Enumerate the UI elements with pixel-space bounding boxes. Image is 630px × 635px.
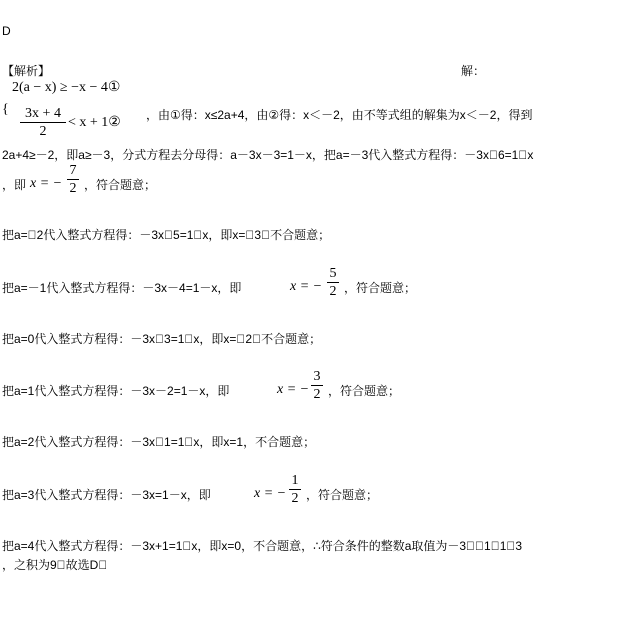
fraction-bar [327,282,339,283]
line-5-prefix: 把a=－1代入整式方程得：－3x－4=1－x，即 [2,281,242,295]
line-3-prefix: ，即 [2,178,27,192]
system-brace: { [2,102,9,117]
fraction-denominator: 2 [291,491,299,506]
fraction-denominator: 2 [329,284,337,299]
inequality-1: 2(a − x) ≥ −x − 4① [12,80,121,95]
line-9-prefix: 把a=3代入整式方程得：－3x=1－x，即 [2,488,211,502]
fraction-bar [311,385,323,386]
fraction-numerator: 1 [291,473,299,488]
fraction-numerator: 3x + 4 [25,106,61,121]
line-10: 把a=4代入整式方程得：－3x+1=1￾x，即x=0，不合题意，∴符合条件的整数a取值为－3￾￾1￾1￾3 [2,539,523,553]
inequality-2-fraction [20,106,66,139]
line-3-fraction [67,163,79,196]
fraction-bar [67,179,79,180]
line-9-suffix: ，符合题意； [306,488,379,502]
line-6: 把a=0代入整式方程得：－3x￾3=1￾x，即x=￾2，不合题意； [2,332,322,346]
line-7-eq: x = − [277,382,310,397]
fraction-denominator: 2 [39,124,47,139]
answer-letter: D [2,24,11,38]
line-3-eq: x = − [30,176,63,191]
line-7-prefix: 把a=1代入整式方程得：－3x－2=1－x，即 [2,384,230,398]
line-9-eq: x = − [254,486,287,501]
line-7-fraction [311,369,323,402]
solution-label: 解： [461,64,486,78]
analysis-label: 【解析】 [2,64,51,78]
fraction-denominator: 2 [313,387,321,402]
fraction-numerator: 5 [329,266,337,281]
fraction-numerator: 7 [69,163,77,178]
line-1: ，由①得：x≤2a+4，由②得：x＜－2，由不等式组的解集为x＜－2，得到 [146,108,533,122]
line-5-fraction [327,266,339,299]
fraction-bar [20,122,66,123]
line-7-suffix: ，符合题意； [328,384,401,398]
line-11: ，之积为9￾故选D￾ [2,558,108,572]
inequality-2-rest: < x + 1② [68,115,121,130]
line-8: 把a=2代入整式方程得：－3x￾1=1￾x，即x=1，不合题意； [2,435,316,449]
line-5-suffix: ，符合题意； [344,281,417,295]
line-9-fraction [289,473,301,506]
line-5-eq: x = − [290,279,323,294]
line-4: 把a=￾2代入整式方程得：－3x￾5=1￾x，即x=￾3，不合题意； [2,228,331,242]
fraction-denominator: 2 [69,181,77,196]
line-3-suffix: ，符合题意； [84,178,157,192]
fraction-numerator: 3 [313,369,321,384]
line-2: 2a+4≥－2，即a≥－3，分式方程去分母得：a－3x－3=1－x，把a=－3代入整式方程得：－3x￾6=1￾x [2,148,534,162]
fraction-bar [289,489,301,490]
